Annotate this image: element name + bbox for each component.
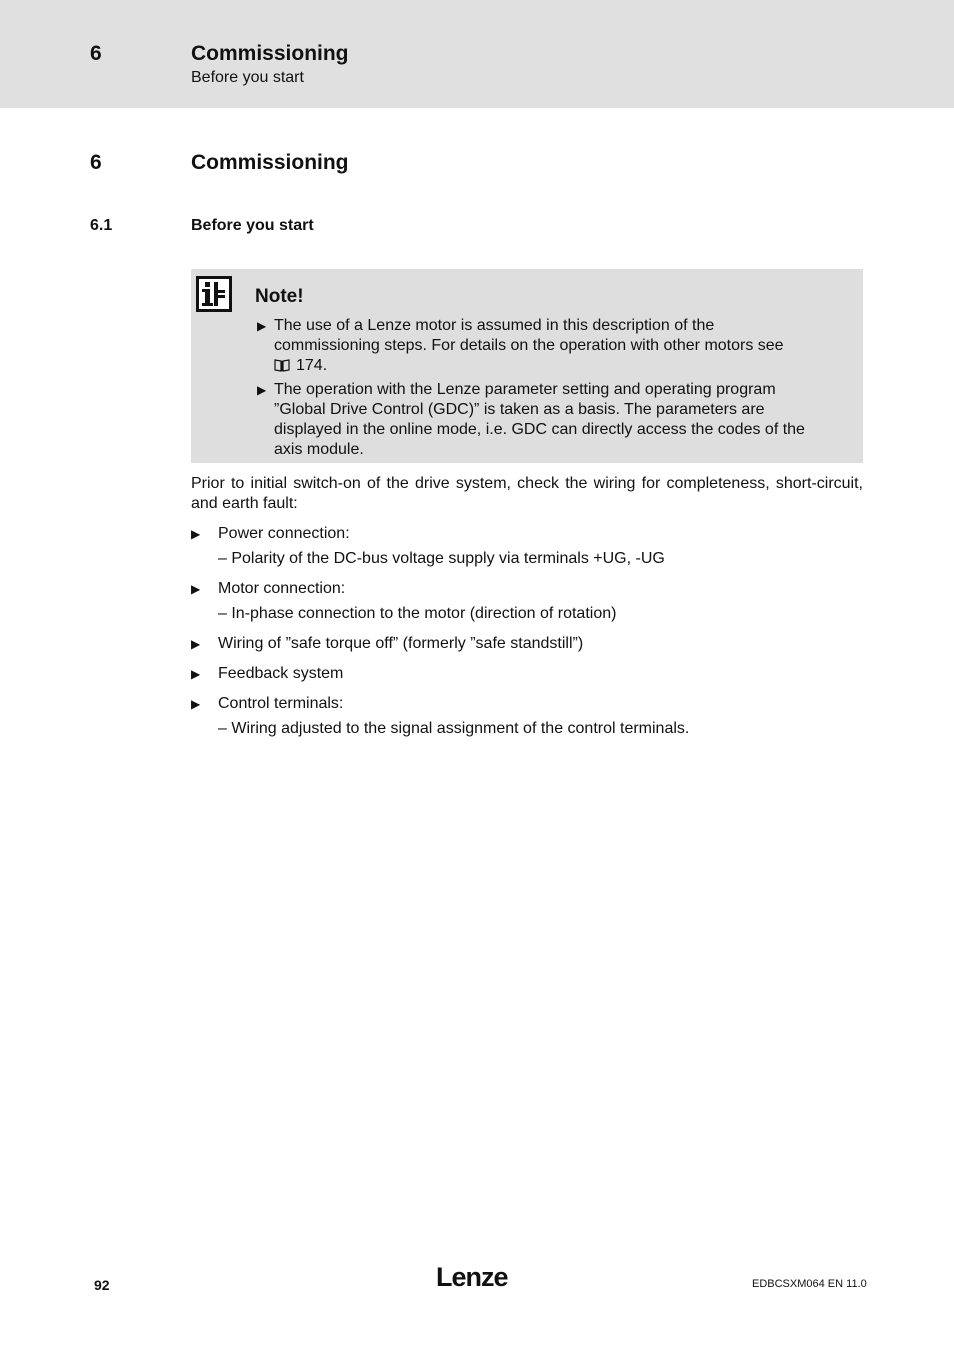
section-number: 6: [90, 151, 102, 174]
page-number: 92: [94, 1277, 110, 1293]
list-item: [191, 634, 863, 654]
note-box: [191, 269, 863, 463]
list-item: [191, 524, 863, 569]
note-item-reference: [274, 356, 847, 376]
note-item-line: ”Global Drive Control (GDC)” is taken as a basis. The parameters are: [274, 401, 765, 418]
note-item: [257, 380, 847, 460]
list-item-detail: – Polarity of the DC-bus voltage supply via terminals +UG, -UG: [218, 550, 665, 567]
section-title: Commissioning: [191, 151, 349, 174]
intro-paragraph: Prior to initial switch-on of the drive system, check the wiring for completeness, short-circuit, and earth fault:: [191, 475, 863, 512]
header-chapter-title: Commissioning: [191, 42, 349, 65]
list-item: [191, 579, 863, 624]
note-item-line: displayed in the online mode, i.e. GDC can directly access the codes of the: [274, 421, 805, 438]
bullet-triangle-icon: ▶: [191, 697, 201, 711]
list-item: [191, 694, 863, 739]
bullet-triangle-icon: ▶: [257, 319, 267, 333]
subsection-title: Before you start: [191, 217, 314, 234]
note-item-line: commissioning steps. For details on the operation with other motors see: [274, 337, 784, 354]
list-item-label: Wiring of ”safe torque off” (formerly ”safe standstill”): [218, 635, 584, 652]
list-item: [191, 664, 863, 684]
bullet-triangle-icon: ▶: [191, 667, 201, 681]
lenze-logo: Lenze: [436, 1262, 508, 1292]
note-heading: Note!: [255, 286, 304, 307]
header-subtitle: Before you start: [191, 69, 304, 86]
subsection-number: 6.1: [90, 217, 113, 234]
bullet-triangle-icon: ▶: [191, 527, 201, 541]
book-icon: [274, 359, 290, 372]
list-item-detail: – In-phase connection to the motor (direction of rotation): [218, 605, 617, 622]
list-item-label: Power connection:: [218, 525, 350, 542]
note-item-line: The operation with the Lenze parameter setting and operating program: [274, 381, 776, 398]
note-item: [257, 316, 847, 376]
bullet-triangle-icon: ▶: [257, 383, 267, 397]
list-item-label: Control terminals:: [218, 695, 344, 712]
list-item-label: Motor connection:: [218, 580, 346, 597]
page-reference[interactable]: 174.: [296, 357, 328, 374]
info-icon: [196, 276, 232, 312]
list-item-label: Feedback system: [218, 665, 344, 682]
header-chapter-number: 6: [90, 42, 102, 65]
list-item-detail: – Wiring adjusted to the signal assignment of the control terminals.: [218, 720, 690, 737]
document-id: EDBCSXM064 EN 11.0: [752, 1278, 867, 1290]
note-item-line: The use of a Lenze motor is assumed in this description of the: [274, 317, 715, 334]
bullet-triangle-icon: ▶: [191, 582, 201, 596]
bullet-triangle-icon: ▶: [191, 637, 201, 651]
page-header: [0, 0, 954, 108]
note-item-line: axis module.: [274, 441, 364, 458]
